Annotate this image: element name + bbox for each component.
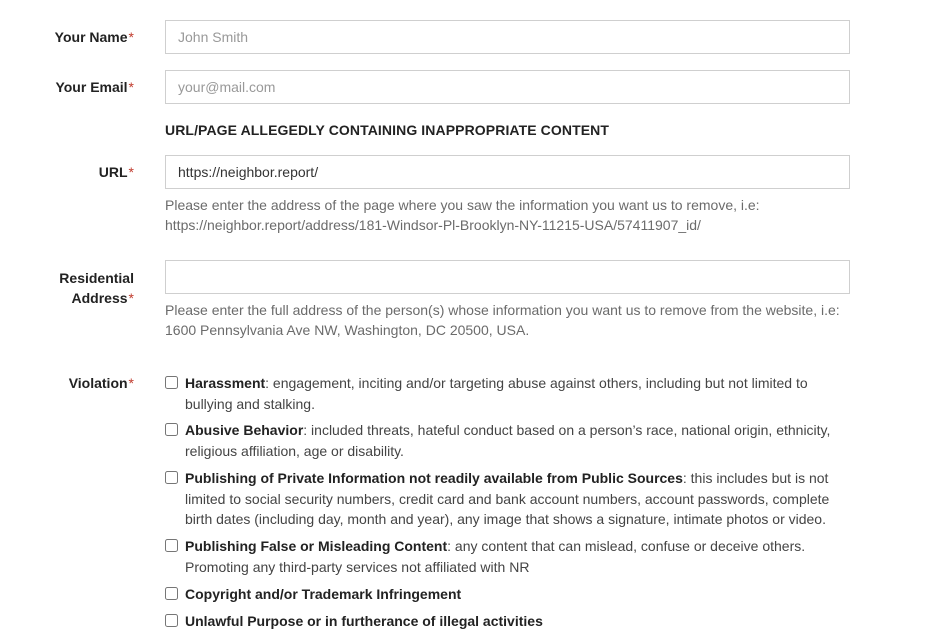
address-help-line1: Please enter the full address of the person(s) whose information you want us to remove from the website, i.e: bbox=[165, 302, 840, 318]
url-input[interactable] bbox=[165, 155, 850, 189]
option-title: Unlawful Purpose or in furtherance of illegal activities bbox=[185, 613, 543, 629]
option-desc: : engagement, inciting and/or targeting abuse against others, including but not limited to bullying and stalking. bbox=[185, 375, 808, 412]
url-help-text bbox=[165, 195, 865, 235]
required-marker: * bbox=[128, 290, 134, 306]
private-information-checkbox[interactable] bbox=[165, 471, 178, 484]
violation-option-copyright[interactable] bbox=[165, 584, 855, 605]
unlawful-checkbox[interactable] bbox=[165, 614, 178, 627]
url-help-line1: Please enter the address of the page where you saw the information you want us to remove, i.e: bbox=[165, 197, 760, 213]
option-desc: : included threats, hateful conduct based on a person’s race, national origin, ethnicity, religious affiliation, age or disability. bbox=[185, 422, 831, 459]
violation-label bbox=[69, 373, 134, 393]
option-title: Copyright and/or Trademark Infringement bbox=[185, 586, 462, 602]
violation-label-text: Violation bbox=[68, 375, 128, 391]
option-title: Publishing of Private Information not readily available from Public Sources bbox=[185, 470, 683, 486]
section-heading: URL/PAGE ALLEGEDLY CONTAINING INAPPROPRIATE CONTENT bbox=[165, 122, 610, 138]
email-label bbox=[55, 77, 134, 97]
address-help-text bbox=[165, 300, 865, 340]
name-input[interactable] bbox=[165, 20, 850, 54]
violation-option-harassment[interactable] bbox=[165, 373, 855, 414]
option-title: Publishing False or Misleading Content bbox=[185, 538, 448, 554]
violation-option-false-content[interactable] bbox=[165, 536, 855, 577]
address-label bbox=[59, 268, 134, 308]
required-marker: * bbox=[128, 29, 134, 45]
violation-option-private-information[interactable] bbox=[165, 468, 855, 530]
email-input[interactable] bbox=[165, 70, 850, 104]
url-help-line2: https://neighbor.report/address/181-Windsor-Pl-Brooklyn-NY-11215-USA/57411907_id/ bbox=[165, 217, 701, 233]
option-desc: : any content that can mislead, confuse or deceive others. Promoting any third-party services not affiliated with NR bbox=[185, 538, 806, 575]
address-label-line1: Residential bbox=[59, 270, 134, 286]
address-label-line2: Address bbox=[71, 290, 128, 306]
violation-option-unlawful[interactable] bbox=[165, 611, 855, 632]
option-title: Harassment bbox=[185, 375, 266, 391]
false-content-checkbox[interactable] bbox=[165, 539, 178, 552]
name-label bbox=[55, 27, 134, 47]
email-label-text: Your Email bbox=[55, 79, 128, 95]
address-help-line2: 1600 Pennsylvania Ave NW, Washington, DC 20500, USA. bbox=[165, 322, 530, 338]
name-label-text: Your Name bbox=[54, 29, 128, 45]
url-label bbox=[99, 162, 134, 182]
required-marker: * bbox=[128, 79, 134, 95]
url-label-text: URL bbox=[98, 164, 128, 180]
address-input[interactable] bbox=[165, 260, 850, 294]
harassment-checkbox[interactable] bbox=[165, 376, 178, 389]
violation-option-abusive-behavior[interactable] bbox=[165, 420, 855, 461]
required-marker: * bbox=[128, 164, 134, 180]
option-desc: : this includes but is not limited to social security numbers, credit card and bank account numbers, account passwords, complete birth dates (including day, month and year), any image that shows a signature, intimate photos or video. bbox=[185, 470, 830, 527]
abusive-behavior-checkbox[interactable] bbox=[165, 423, 178, 436]
required-marker: * bbox=[128, 375, 134, 391]
option-title: Abusive Behavior bbox=[185, 422, 304, 438]
copyright-checkbox[interactable] bbox=[165, 587, 178, 600]
